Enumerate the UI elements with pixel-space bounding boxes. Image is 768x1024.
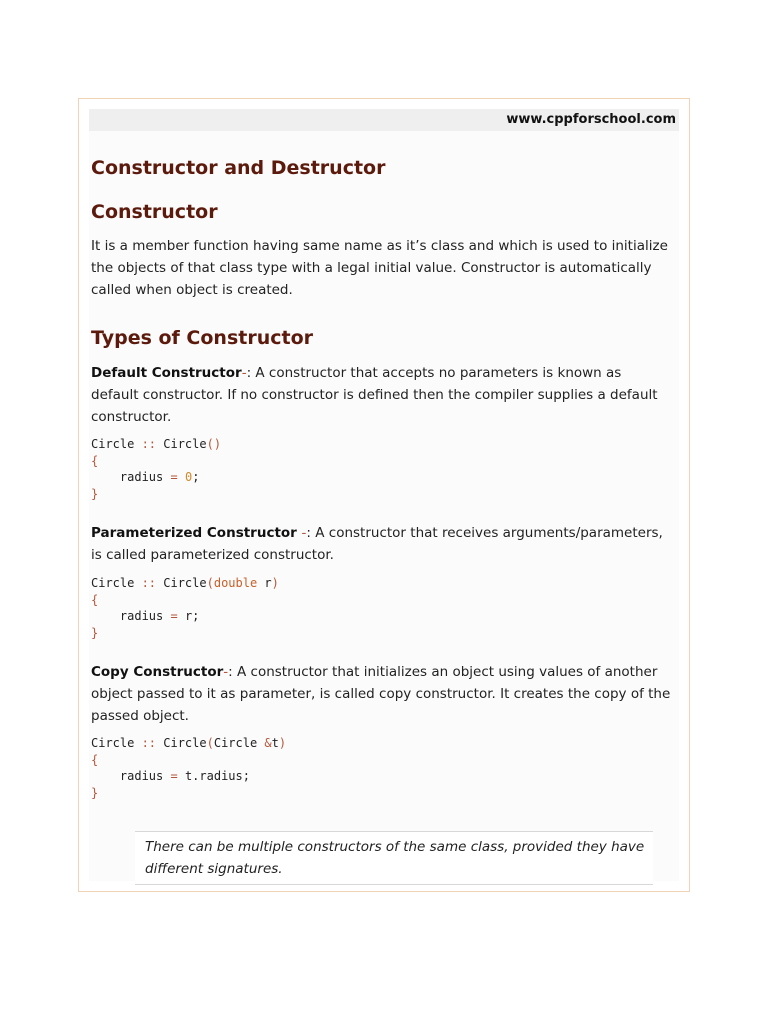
constructor-description: It is a member function having same name as it’s class and which is used to initialize the objects of that class type with a legal initial value. Constructor is automatically called when object is created.: [91, 238, 668, 298]
parameterized-constructor-paragraph: [91, 522, 671, 566]
types-heading: Types of Constructor: [91, 327, 314, 349]
default-constructor-code: Circle :: Circle() { radius = 0; }: [91, 437, 222, 501]
page-title: Constructor and Destructor: [91, 157, 386, 179]
parameterized-constructor-term: Parameterized Constructor: [91, 525, 302, 541]
parameterized-constructor-sep: -: [301, 525, 307, 541]
document-body: [89, 109, 679, 881]
default-constructor-paragraph: [91, 362, 671, 428]
copy-constructor-sep: -: [223, 664, 229, 680]
copy-constructor-paragraph: [91, 661, 671, 727]
note-callout: There can be multiple constructors of the same class, provided they have different signatures.: [135, 831, 653, 885]
default-constructor-sep: -: [241, 365, 247, 381]
constructor-heading: Constructor: [91, 201, 218, 223]
default-constructor-text: : A constructor that accepts no parameters is known as default constructor. If no constructor is defined then the compiler supplies a default constructor.: [91, 365, 658, 425]
default-constructor-term: Default Constructor: [91, 365, 242, 381]
parameterized-constructor-code: Circle :: Circle(double r) { radius = r; }: [91, 576, 279, 640]
copy-constructor-term: Copy Constructor: [91, 664, 224, 680]
site-url-bar: [89, 109, 679, 131]
copy-constructor-code: Circle :: Circle(Circle &t) { radius = t.radius; }: [91, 736, 287, 800]
copy-constructor-text: : A constructor that initializes an object using values of another object passed to it as parameter, is called copy constructor. It creates the copy of the passed object.: [91, 664, 671, 724]
parameterized-constructor-text: : A constructor that receives arguments/parameters, is called parameterized constructor.: [91, 525, 663, 563]
site-url[interactable]: www.cppforschool.com: [506, 112, 676, 127]
document-frame: [78, 98, 690, 892]
